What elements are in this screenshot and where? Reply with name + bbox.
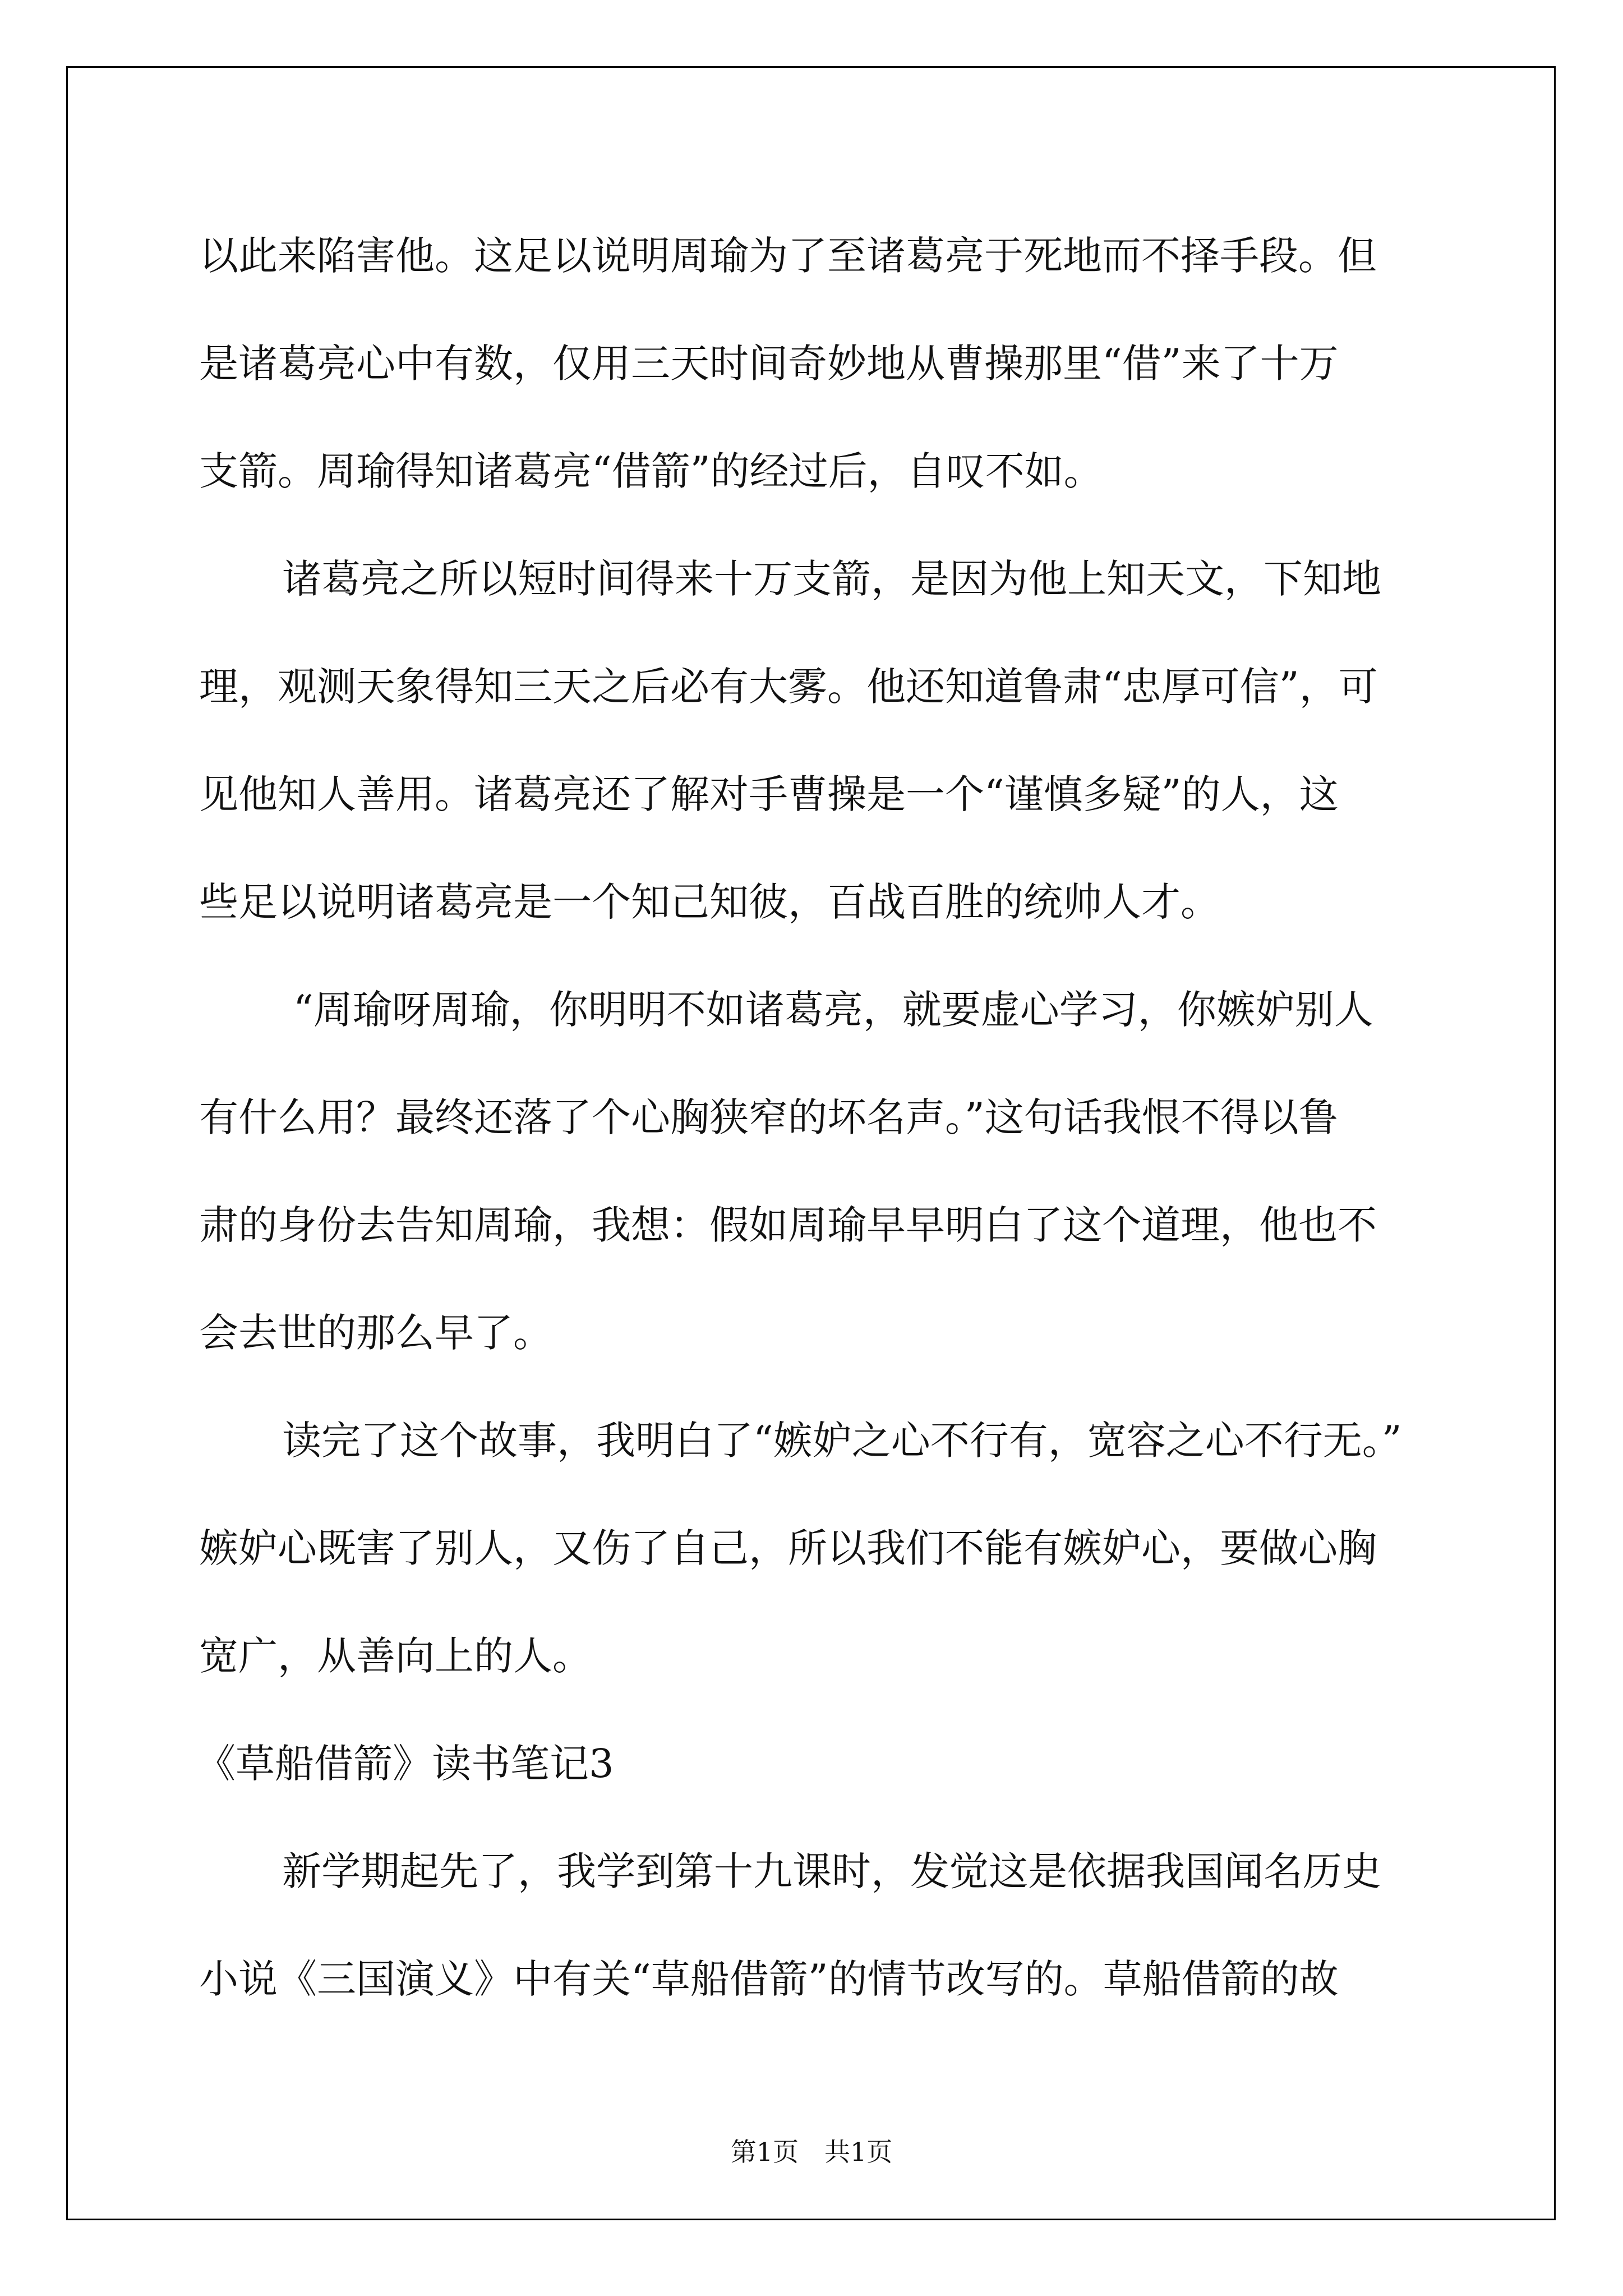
text-line: 肃的身份去告知周瑜，我想：假如周瑜早早明白了这个道理，他也不 (199, 1202, 1377, 1248)
text-line: 宽广，从善向上的人。 (199, 1633, 592, 1679)
text-line: 会去世的那么早了。 (199, 1310, 552, 1356)
text-line: 见他知人善用。诸葛亮还了解对手曹操是一个“谨慎多疑”的人，这 (199, 771, 1339, 817)
text-line: 些足以说明诸葛亮是一个知己知彼，百战百胜的统帅人才。 (199, 879, 1220, 925)
paragraph-first-line: 新学期起先了，我学到第十九课时，发觉这是依据我国闻名历史 (282, 1848, 1381, 1894)
paragraph-first-line: “周瑜呀周瑜，你明明不如诸葛亮，就要虚心学习，你嫉妒别人 (293, 987, 1373, 1033)
text-line: 理，观测天象得知三天之后必有大雾。他还知道鲁肃“忠厚可信”，可 (199, 664, 1378, 710)
text-line: 小说《三国演义》中有关“草船借箭”的情节改写的。草船借箭的故 (199, 1956, 1339, 2002)
text-line: 是诸葛亮心中有数，仅用三天时间奇妙地从曹操那里“借”来了十万 (199, 341, 1339, 386)
section-heading: 《草船借箭》读书笔记3 (196, 1741, 614, 1787)
document-body (196, 202, 1433, 2033)
text-line: 嫉妒心既害了别人，又伤了自己，所以我们不能有嫉妒心，要做心胸 (199, 1525, 1377, 1571)
paragraph-first-line: 诸葛亮之所以短时间得来十万支箭，是因为他上知天文，下知地 (282, 556, 1381, 602)
paragraph-first-line: 读完了这个故事，我明白了“嫉妒之心不行有，宽容之心不行无。” (282, 1418, 1402, 1464)
text-line: 以此来陷害他。这足以说明周瑜为了至诸葛亮于死地而不择手段。但 (199, 233, 1377, 279)
page-number-footer: 第1页 共1页 (730, 2137, 893, 2167)
text-line: 支箭。周瑜得知诸葛亮“借箭”的经过后，自叹不如。 (199, 448, 1103, 494)
text-line: 有什么用？最终还落了个心胸狭窄的坏名声。”这句话我恨不得以鲁 (199, 1094, 1338, 1140)
